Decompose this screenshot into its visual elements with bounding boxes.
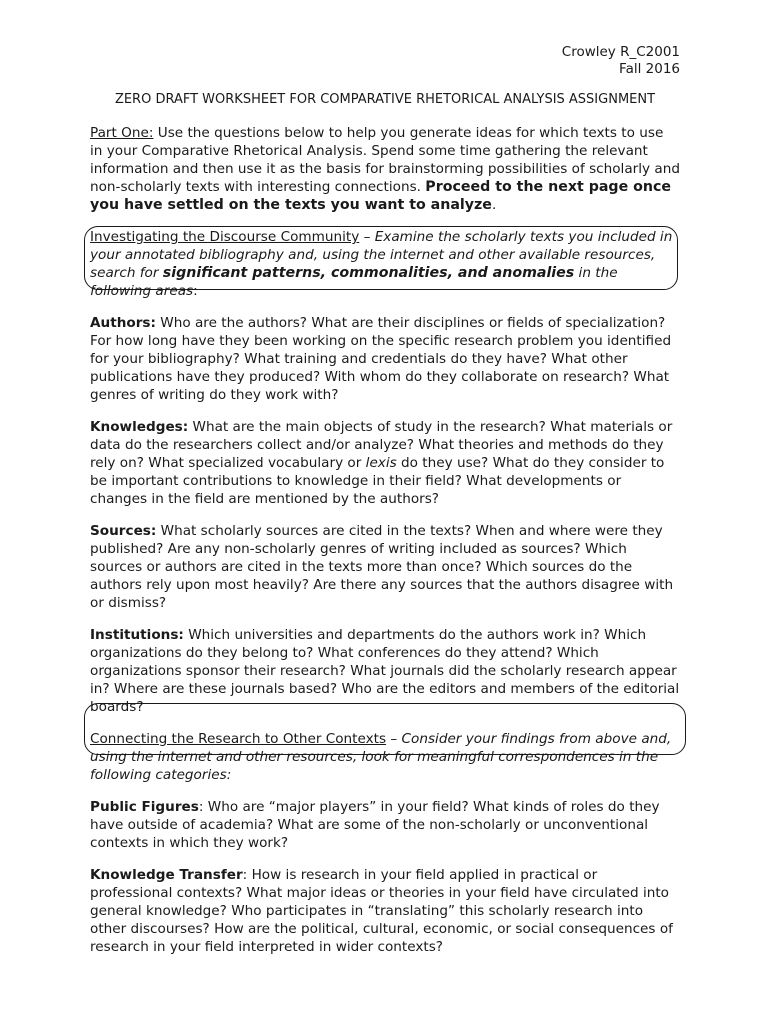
highlight-oval-contexts xyxy=(84,703,686,755)
knowledges-paragraph xyxy=(90,418,680,508)
knowledge-transfer-text: : How is research in your field applied in practical or professional contexts? What major ideas or theories in your field have circulated into general knowledge? Who participates in “translating” this scholarly research into other discourses? How are the political, cultural, economic, or social consequences of research in your field interpreted in wider contexts? xyxy=(90,867,673,955)
authors-text: Who are the authors? What are their disciplines or fields of specialization? For how long have they been working on the specific research problem you identified for your bibliography? What training and credentials do they have? What other publications have they produced? With whom do they collaborate on research? What genres of writing do they work with? xyxy=(90,315,672,403)
institutions-label: Institutions: xyxy=(90,627,184,643)
knowledges-label: Knowledges: xyxy=(90,419,189,435)
section-discourse-end: : xyxy=(193,283,198,299)
knowledge-transfer-label: Knowledge Transfer xyxy=(90,867,243,883)
knowledges-text-a: What are the main objects of study in the research? What materials or data do the researchers collect and/or analyze? What theories and methods do they rely on? What specialized vocabulary or xyxy=(90,419,673,471)
knowledges-italic: lexis xyxy=(365,455,397,471)
part-one-text: Use the questions below to help you generate ideas for which texts to use in your Comparative Rhetorical Analysis. Spend some time gathering the relevant information and then use it as the basis for brainstorming possibilities of scholarly and non-scholarly texts with interesting connections. xyxy=(90,125,680,195)
knowledge-transfer-paragraph xyxy=(90,866,680,956)
section-discourse-intro: Examine the scholarly texts you included in your annotated bibliography and, using the internet and other available resources, search for xyxy=(90,229,673,281)
document-title: ZERO DRAFT WORKSHEET FOR COMPARATIVE RHETORICAL ANALYSIS ASSIGNMENT xyxy=(114,92,656,107)
knowledges-text-b: do they use? What do they consider to be important contributions to knowledge in their field? What developments or changes in the field are mentioned by the authors? xyxy=(90,455,665,507)
section-discourse-dash: – xyxy=(359,229,375,245)
authors-paragraph xyxy=(90,314,680,404)
term: Fall 2016 xyxy=(619,61,680,77)
part-one-end: . xyxy=(491,197,497,213)
section-discourse-heading: Investigating the Discourse Community xyxy=(90,229,360,245)
authors-label: Authors: xyxy=(90,315,156,331)
public-figures-label: Public Figures xyxy=(90,799,199,815)
section-contexts-intro: Consider your findings from above and, using the internet and other resources, look for meaningful correspondences in the following categories: xyxy=(90,731,672,783)
sources-paragraph xyxy=(90,522,680,612)
document-page xyxy=(90,44,680,956)
section-discourse-tail: in the following areas xyxy=(90,265,618,299)
public-figures-text: : Who are “major players” in your field? What kinds of roles do they have outside of academia? What are some of the non-scholarly or unconventional contexts in which they work? xyxy=(90,799,660,851)
highlight-oval-discourse xyxy=(84,226,678,290)
section-discourse-emphasis: significant patterns, commonalities, and anomalies xyxy=(162,265,575,281)
section-contexts-heading: Connecting the Research to Other Contexts xyxy=(90,731,387,747)
author-code: Crowley R_C2001 xyxy=(561,44,680,60)
institutions-text: Which universities and departments do the authors work in? Which organizations do they belong to? What conferences do they attend? Which organizations sponsor their research? What journals did the scholarly research appear in? Where are these journals based? Who are the editors and members of the editorial boards? xyxy=(90,627,680,715)
part-one-emphasis: Proceed to the next page once you have settled on the texts you want to analyze xyxy=(90,179,672,213)
part-one-paragraph xyxy=(90,124,680,214)
sources-label: Sources: xyxy=(90,523,157,539)
public-figures-paragraph xyxy=(90,798,680,852)
section-contexts-dash: – xyxy=(386,731,402,747)
sources-text: What scholarly sources are cited in the texts? When and where were they published? Are any non-scholarly genres of writing included as sources? Which sources or authors are cited in the texts more than once? Which sources do the authors rely upon most heavily? Are there any sources that the authors disagree with or dismiss? xyxy=(90,523,674,611)
part-one-label: Part One: xyxy=(90,125,154,141)
document-header xyxy=(90,44,680,78)
